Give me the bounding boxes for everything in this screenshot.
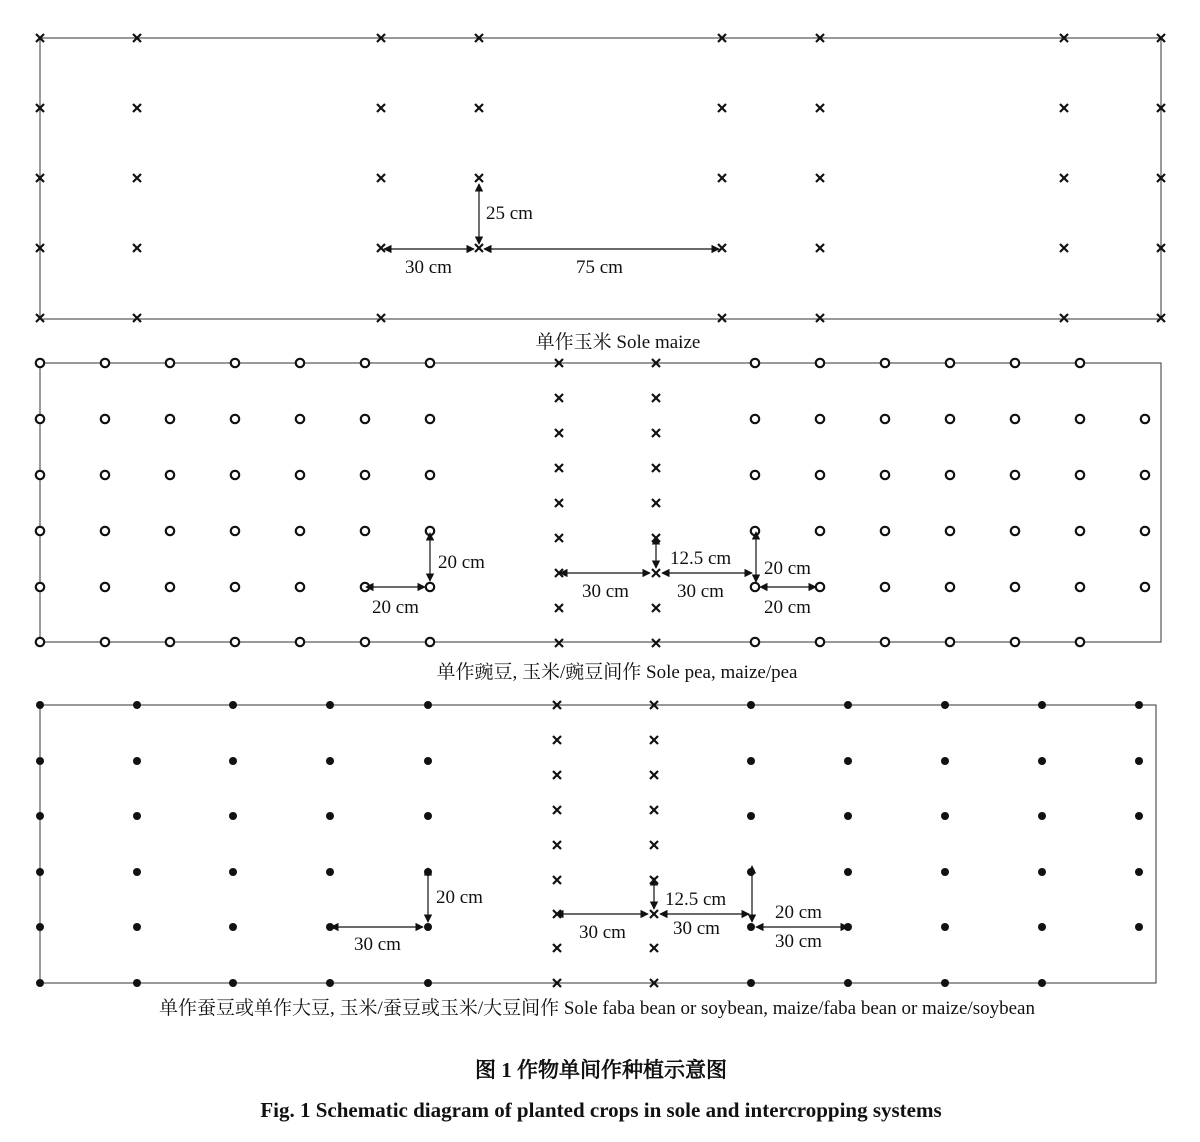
pea-circle-mark	[296, 415, 304, 423]
bean-dot-mark	[1135, 868, 1143, 876]
pea-circle-mark	[231, 415, 239, 423]
bean-dot-mark	[941, 868, 949, 876]
maize-cross-mark	[816, 174, 824, 182]
maize-cross-mark	[652, 604, 660, 612]
bean-dot-mark	[424, 812, 432, 820]
pea-circle-mark	[296, 471, 304, 479]
bean-dot-mark	[424, 757, 432, 765]
pea-circle-mark	[231, 471, 239, 479]
figure-title-cn: 图 1 作物单间作种植示意图	[475, 1058, 727, 1082]
bean-dot-mark	[844, 812, 852, 820]
bean-dot-mark	[941, 812, 949, 820]
bean-dot-mark	[747, 812, 755, 820]
dim-label-legume-horizontal: 30 cm	[354, 934, 401, 955]
dimension-arrows	[331, 866, 848, 927]
crop-marks	[36, 701, 1143, 987]
dim-label-right-vertical: 20 cm	[764, 558, 811, 579]
pea-circle-mark	[166, 471, 174, 479]
panel-caption: 单作蚕豆或单作大豆, 玉米/蚕豆或玉米/大豆间作 Sole faba bean or soybean, maize/faba bean or maize/soybean	[159, 998, 1035, 1019]
maize-cross-mark	[377, 314, 385, 322]
pea-circle-mark	[1011, 359, 1019, 367]
pea-circle-mark	[101, 415, 109, 423]
dim-label-legume-vertical: 20 cm	[438, 552, 485, 573]
dim-label-maize-left: 30 cm	[579, 922, 626, 943]
pea-circle-mark	[296, 359, 304, 367]
dim-label-right-horizontal: 20 cm	[764, 597, 811, 618]
pea-circle-mark	[166, 359, 174, 367]
maize-cross-mark	[133, 104, 141, 112]
maize-cross-mark	[377, 174, 385, 182]
pea-circle-mark	[36, 471, 44, 479]
bean-dot-mark	[844, 868, 852, 876]
pea-circle-mark	[101, 638, 109, 646]
bean-dot-mark	[229, 701, 237, 709]
maize-cross-mark	[650, 944, 658, 952]
bean-dot-mark	[424, 923, 432, 931]
bean-dot-mark	[844, 757, 852, 765]
pea-circle-mark	[361, 359, 369, 367]
maize-cross-mark	[652, 429, 660, 437]
pea-circle-mark	[816, 415, 824, 423]
bean-dot-mark	[844, 701, 852, 709]
dim-label-maize-right: 30 cm	[677, 581, 724, 602]
maize-cross-mark	[555, 604, 563, 612]
panel-faba-soy	[36, 701, 1156, 1019]
bean-dot-mark	[747, 923, 755, 931]
maize-cross-mark	[1060, 104, 1068, 112]
bean-dot-mark	[133, 757, 141, 765]
pea-circle-mark	[816, 583, 824, 591]
pea-circle-mark	[946, 638, 954, 646]
pea-circle-mark	[426, 583, 434, 591]
bean-dot-mark	[747, 868, 755, 876]
bean-dot-mark	[326, 812, 334, 820]
bean-dot-mark	[326, 979, 334, 987]
pea-circle-mark	[166, 583, 174, 591]
bean-dot-mark	[36, 868, 44, 876]
pea-circle-mark	[166, 527, 174, 535]
maize-cross-mark	[652, 639, 660, 647]
maize-cross-mark	[555, 464, 563, 472]
pea-circle-mark	[361, 471, 369, 479]
maize-marks	[36, 34, 1165, 322]
pea-circle-mark	[881, 638, 889, 646]
bean-dot-mark	[326, 701, 334, 709]
bean-dot-mark	[941, 979, 949, 987]
pea-circle-mark	[881, 527, 889, 535]
pea-circle-mark	[296, 583, 304, 591]
pea-circle-mark	[946, 583, 954, 591]
bean-dot-mark	[1038, 923, 1046, 931]
maize-cross-mark	[1060, 174, 1068, 182]
maize-cross-mark	[555, 499, 563, 507]
pea-circle-mark	[946, 415, 954, 423]
pea-circle-mark	[296, 527, 304, 535]
bean-dot-mark	[941, 757, 949, 765]
bean-dot-mark	[36, 812, 44, 820]
bean-dot-mark	[133, 979, 141, 987]
pea-circle-mark	[361, 415, 369, 423]
bean-dot-mark	[1038, 812, 1046, 820]
maize-cross-mark	[816, 244, 824, 252]
maize-cross-mark	[553, 771, 561, 779]
pea-circle-mark	[1076, 359, 1084, 367]
pea-circle-mark	[361, 638, 369, 646]
pea-circle-mark	[946, 359, 954, 367]
pea-circle-mark	[751, 415, 759, 423]
maize-cross-mark	[718, 244, 726, 252]
pea-circle-mark	[1011, 415, 1019, 423]
pea-circle-mark	[1011, 471, 1019, 479]
pea-circle-mark	[1076, 415, 1084, 423]
maize-cross-mark	[553, 736, 561, 744]
bean-dot-mark	[747, 757, 755, 765]
bean-dot-mark	[133, 701, 141, 709]
maize-cross-mark	[553, 876, 561, 884]
pea-circle-mark	[231, 583, 239, 591]
dim-label-maize-right: 30 cm	[673, 918, 720, 939]
pea-circle-mark	[231, 527, 239, 535]
bean-dot-mark	[36, 701, 44, 709]
pea-circle-mark	[881, 471, 889, 479]
pea-circle-mark	[101, 359, 109, 367]
bean-dot-mark	[133, 868, 141, 876]
pea-circle-mark	[231, 359, 239, 367]
maize-cross-mark	[1060, 244, 1068, 252]
bean-dot-mark	[941, 923, 949, 931]
maize-cross-mark	[1060, 314, 1068, 322]
pea-circle-mark	[1141, 415, 1149, 423]
maize-cross-mark	[133, 174, 141, 182]
dimension-arrows	[366, 532, 816, 587]
maize-cross-mark	[652, 464, 660, 472]
dim-label-left: 30 cm	[405, 257, 452, 278]
pea-circle-mark	[36, 527, 44, 535]
maize-cross-mark	[650, 910, 658, 918]
maize-cross-mark	[650, 771, 658, 779]
bean-dot-mark	[1038, 868, 1046, 876]
pea-circle-mark	[166, 638, 174, 646]
pea-circle-mark	[101, 527, 109, 535]
panel-pea	[36, 359, 1161, 683]
maize-cross-mark	[133, 314, 141, 322]
pea-circle-mark	[751, 527, 759, 535]
maize-cross-mark	[652, 499, 660, 507]
bean-dot-mark	[941, 701, 949, 709]
maize-cross-mark	[555, 429, 563, 437]
pea-circle-mark	[881, 359, 889, 367]
dim-label-maize-left: 30 cm	[582, 581, 629, 602]
pea-circle-mark	[361, 527, 369, 535]
pea-circle-mark	[881, 415, 889, 423]
maize-cross-mark	[555, 394, 563, 402]
pea-circle-mark	[36, 415, 44, 423]
bean-dot-mark	[36, 979, 44, 987]
bean-dot-mark	[844, 979, 852, 987]
bean-dot-mark	[1135, 701, 1143, 709]
maize-cross-mark	[133, 244, 141, 252]
pea-circle-mark	[101, 583, 109, 591]
pea-circle-mark	[816, 471, 824, 479]
bean-dot-mark	[229, 757, 237, 765]
pea-circle-mark	[751, 471, 759, 479]
maize-cross-mark	[718, 104, 726, 112]
maize-cross-mark	[555, 534, 563, 542]
pea-circle-mark	[1011, 638, 1019, 646]
panel-caption: 单作玉米 Sole maize	[535, 332, 701, 353]
dim-label-vertical: 25 cm	[486, 203, 533, 224]
bean-dot-mark	[229, 868, 237, 876]
dim-label-legume-horizontal: 20 cm	[372, 597, 419, 618]
bean-dot-mark	[1038, 979, 1046, 987]
dim-label-right-horizontal: 30 cm	[775, 931, 822, 952]
maize-cross-mark	[377, 104, 385, 112]
pea-circle-mark	[751, 583, 759, 591]
bean-dot-mark	[747, 701, 755, 709]
pea-circle-mark	[1011, 527, 1019, 535]
bean-dot-mark	[424, 701, 432, 709]
pea-circle-mark	[751, 359, 759, 367]
pea-circle-mark	[36, 359, 44, 367]
maize-cross-mark	[718, 314, 726, 322]
bean-dot-mark	[1135, 923, 1143, 931]
dimension-arrows	[384, 184, 719, 249]
pea-circle-mark	[426, 638, 434, 646]
bean-dot-mark	[229, 923, 237, 931]
pea-circle-mark	[426, 359, 434, 367]
pea-circle-mark	[101, 471, 109, 479]
maize-cross-mark	[652, 569, 660, 577]
pea-circle-mark	[816, 359, 824, 367]
maize-cross-mark	[553, 944, 561, 952]
pea-circle-mark	[426, 471, 434, 479]
maize-cross-mark	[475, 244, 483, 252]
maize-cross-mark	[553, 806, 561, 814]
maize-cross-mark	[650, 736, 658, 744]
bean-dot-mark	[326, 868, 334, 876]
maize-cross-mark	[650, 806, 658, 814]
pea-circle-mark	[1076, 527, 1084, 535]
maize-cross-mark	[475, 174, 483, 182]
pea-circle-mark	[946, 471, 954, 479]
pea-circle-mark	[36, 638, 44, 646]
bean-dot-mark	[133, 923, 141, 931]
maize-cross-mark	[816, 104, 824, 112]
maize-cross-mark	[475, 104, 483, 112]
maize-cross-mark	[555, 639, 563, 647]
bean-dot-mark	[1135, 757, 1143, 765]
pea-circle-mark	[1076, 583, 1084, 591]
dim-label-maize-gap: 12.5 cm	[665, 889, 727, 910]
pea-circle-mark	[1076, 471, 1084, 479]
pea-circle-mark	[426, 415, 434, 423]
pea-circle-mark	[296, 638, 304, 646]
bean-dot-mark	[1038, 701, 1046, 709]
bean-dot-mark	[229, 812, 237, 820]
figure-title-en: Fig. 1 Schematic diagram of planted crops in sole and intercropping systems	[260, 1098, 942, 1122]
bean-dot-mark	[1038, 757, 1046, 765]
bean-dot-mark	[747, 979, 755, 987]
maize-cross-mark	[553, 841, 561, 849]
pea-circle-mark	[1141, 527, 1149, 535]
bean-dot-mark	[326, 757, 334, 765]
panel-caption: 单作豌豆, 玉米/豌豆间作 Sole pea, maize/pea	[436, 662, 798, 683]
bean-dot-mark	[1135, 812, 1143, 820]
pea-circle-mark	[881, 583, 889, 591]
bean-dot-mark	[36, 757, 44, 765]
pea-circle-mark	[1141, 583, 1149, 591]
pea-circle-mark	[751, 638, 759, 646]
pea-circle-mark	[946, 527, 954, 535]
maize-cross-mark	[816, 314, 824, 322]
maize-cross-mark	[718, 174, 726, 182]
pea-circle-mark	[1141, 471, 1149, 479]
bean-dot-mark	[229, 979, 237, 987]
bean-dot-mark	[36, 923, 44, 931]
maize-cross-mark	[377, 244, 385, 252]
bean-dot-mark	[424, 979, 432, 987]
dim-label-legume-vertical: 20 cm	[436, 887, 483, 908]
pea-circle-mark	[1011, 583, 1019, 591]
pea-circle-mark	[36, 583, 44, 591]
maize-cross-mark	[652, 394, 660, 402]
dim-label-right: 75 cm	[576, 257, 623, 278]
pea-circle-mark	[231, 638, 239, 646]
dim-label-maize-gap: 12.5 cm	[670, 548, 732, 569]
pea-circle-mark	[816, 527, 824, 535]
panel-sole-maize	[36, 34, 1165, 353]
pea-circle-mark	[1076, 638, 1084, 646]
pea-circle-mark	[166, 415, 174, 423]
bean-dot-mark	[133, 812, 141, 820]
dim-label-right-vertical: 20 cm	[775, 902, 822, 923]
pea-circle-mark	[816, 638, 824, 646]
maize-cross-mark	[650, 841, 658, 849]
crop-marks	[36, 359, 1149, 647]
